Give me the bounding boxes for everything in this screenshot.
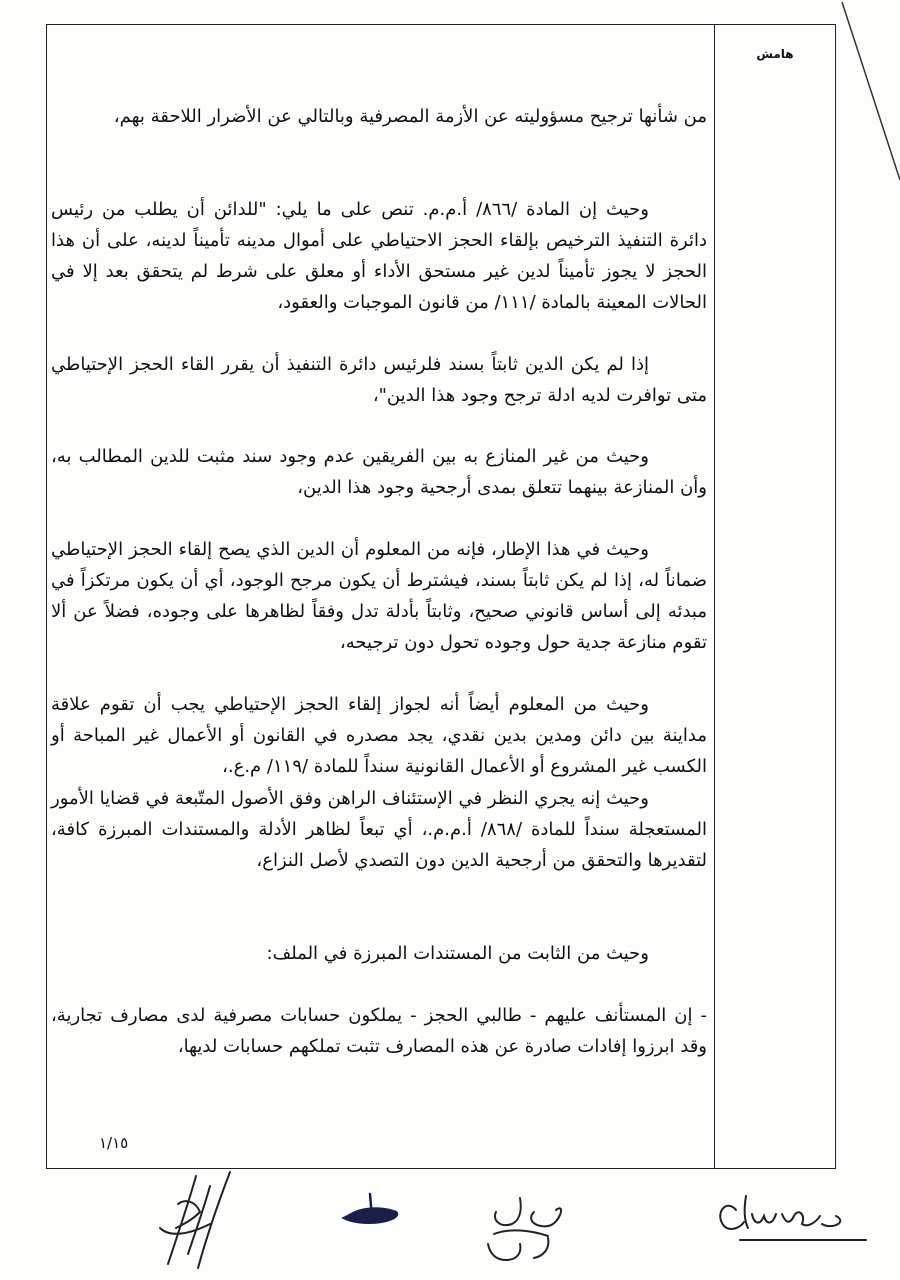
paragraph-3: إذا لم يكن الدين ثابتاً بسند فلرئيس دائرة التنفيذ أن يقرر القاء الحجز الإحتياطي متى توافرت لديه ادلة ترجح وجود هذا الدين"، <box>51 354 707 406</box>
signature-1 <box>720 1196 866 1240</box>
paragraph-6: وحيث من المعلوم أيضاً أنه لجواز إلقاء الحجز الإحتياطي يجب أن تقوم علاقة مداينة بين دائن ومدين بدين نقدي، يجد مصدره في القانون أو الأعمال غير المباحة أو الكسب غير المشروع أو الأعمال القانونية سنداً للمادة /١١٩/ م.ع.، <box>51 694 707 777</box>
margin-column <box>714 25 835 1168</box>
signature-2 <box>488 1198 561 1260</box>
paragraph-9: - إن المستأنف عليهم - طالبي الحجز - يملكون حسابات مصرفية لدى مصارف تجارية، وقد ابرزوا إفادات صادرة عن هذه المصارف تثبت تملكهم حسابات لديها، <box>51 1005 707 1057</box>
page-number: ١/١٥ <box>99 1134 129 1152</box>
margin-label: هامش <box>756 47 794 61</box>
paragraph-4: وحيث من غير المنازع به بين الفريقين عدم وجود سند مثبت للدين المطالب به، وأن المنازعة بينهما تتعلق بمدى أرجحية وجود هذا الدين، <box>51 446 707 498</box>
paragraph-7: وحيث إنه يجري النظر في الإستئناف الراهن وفق الأصول المتّبعة في قضايا الأمور المستعجلة سنداً للمادة /٨٦٨/ أ.م.م.، أي تبعاً لظاهر الأدلة والمستندات المبرزة كافة، لتقديرها والتحقق من أرجحية الدين دون التصدي لأصل النزاع، <box>51 788 708 871</box>
paragraph-5: وحيث في هذا الإطار، فإنه من المعلوم أن الدين الذي يصح إلقاء الحجز الإحتياطي ضماناً له، إذا لم يكن ثابتاً بسند، فيشترط أن يكون مرجح الوجود، أي أن يكون مرتكزاً في مبدئه إلى أساس قانوني صحيح، وثابتاً بأدلة تدل وفقاً لظاهرها على وجوده، فضلاً عن ألا تقوم منازعة جدية حول وجوده تحول دون ترجيحه، <box>51 539 707 653</box>
signature-3 <box>344 1194 397 1223</box>
document-page <box>46 24 836 1169</box>
document-body <box>47 25 715 1168</box>
signature-4 <box>160 1172 230 1268</box>
signatures-area <box>0 1168 900 1280</box>
paragraph-1: من شأنها ترجيح مسؤوليته عن الأزمة المصرفية وبالتالي عن الأضرار اللاحقة بهم، <box>113 106 707 127</box>
paragraph-8: وحيث من الثابت من المستندات المبرزة في الملف: <box>266 943 649 964</box>
paragraph-2: وحيث إن المادة /٨٦٦/ أ.م.م. تنص على ما يلي: "للدائن أن يطلب من رئيس دائرة التنفيذ الترخيص بإلقاء الحجز الاحتياطي على أموال مدينه تأميناً لدينه، على أن هذا الحجز لا يجوز تأميناً لدين غير مستحق الأداء أو معلق على شرط لم يتحقق بعد إلا في الحالات المعينة بالمادة /١١١/ من قانون الموجبات والعقود، <box>51 199 707 313</box>
